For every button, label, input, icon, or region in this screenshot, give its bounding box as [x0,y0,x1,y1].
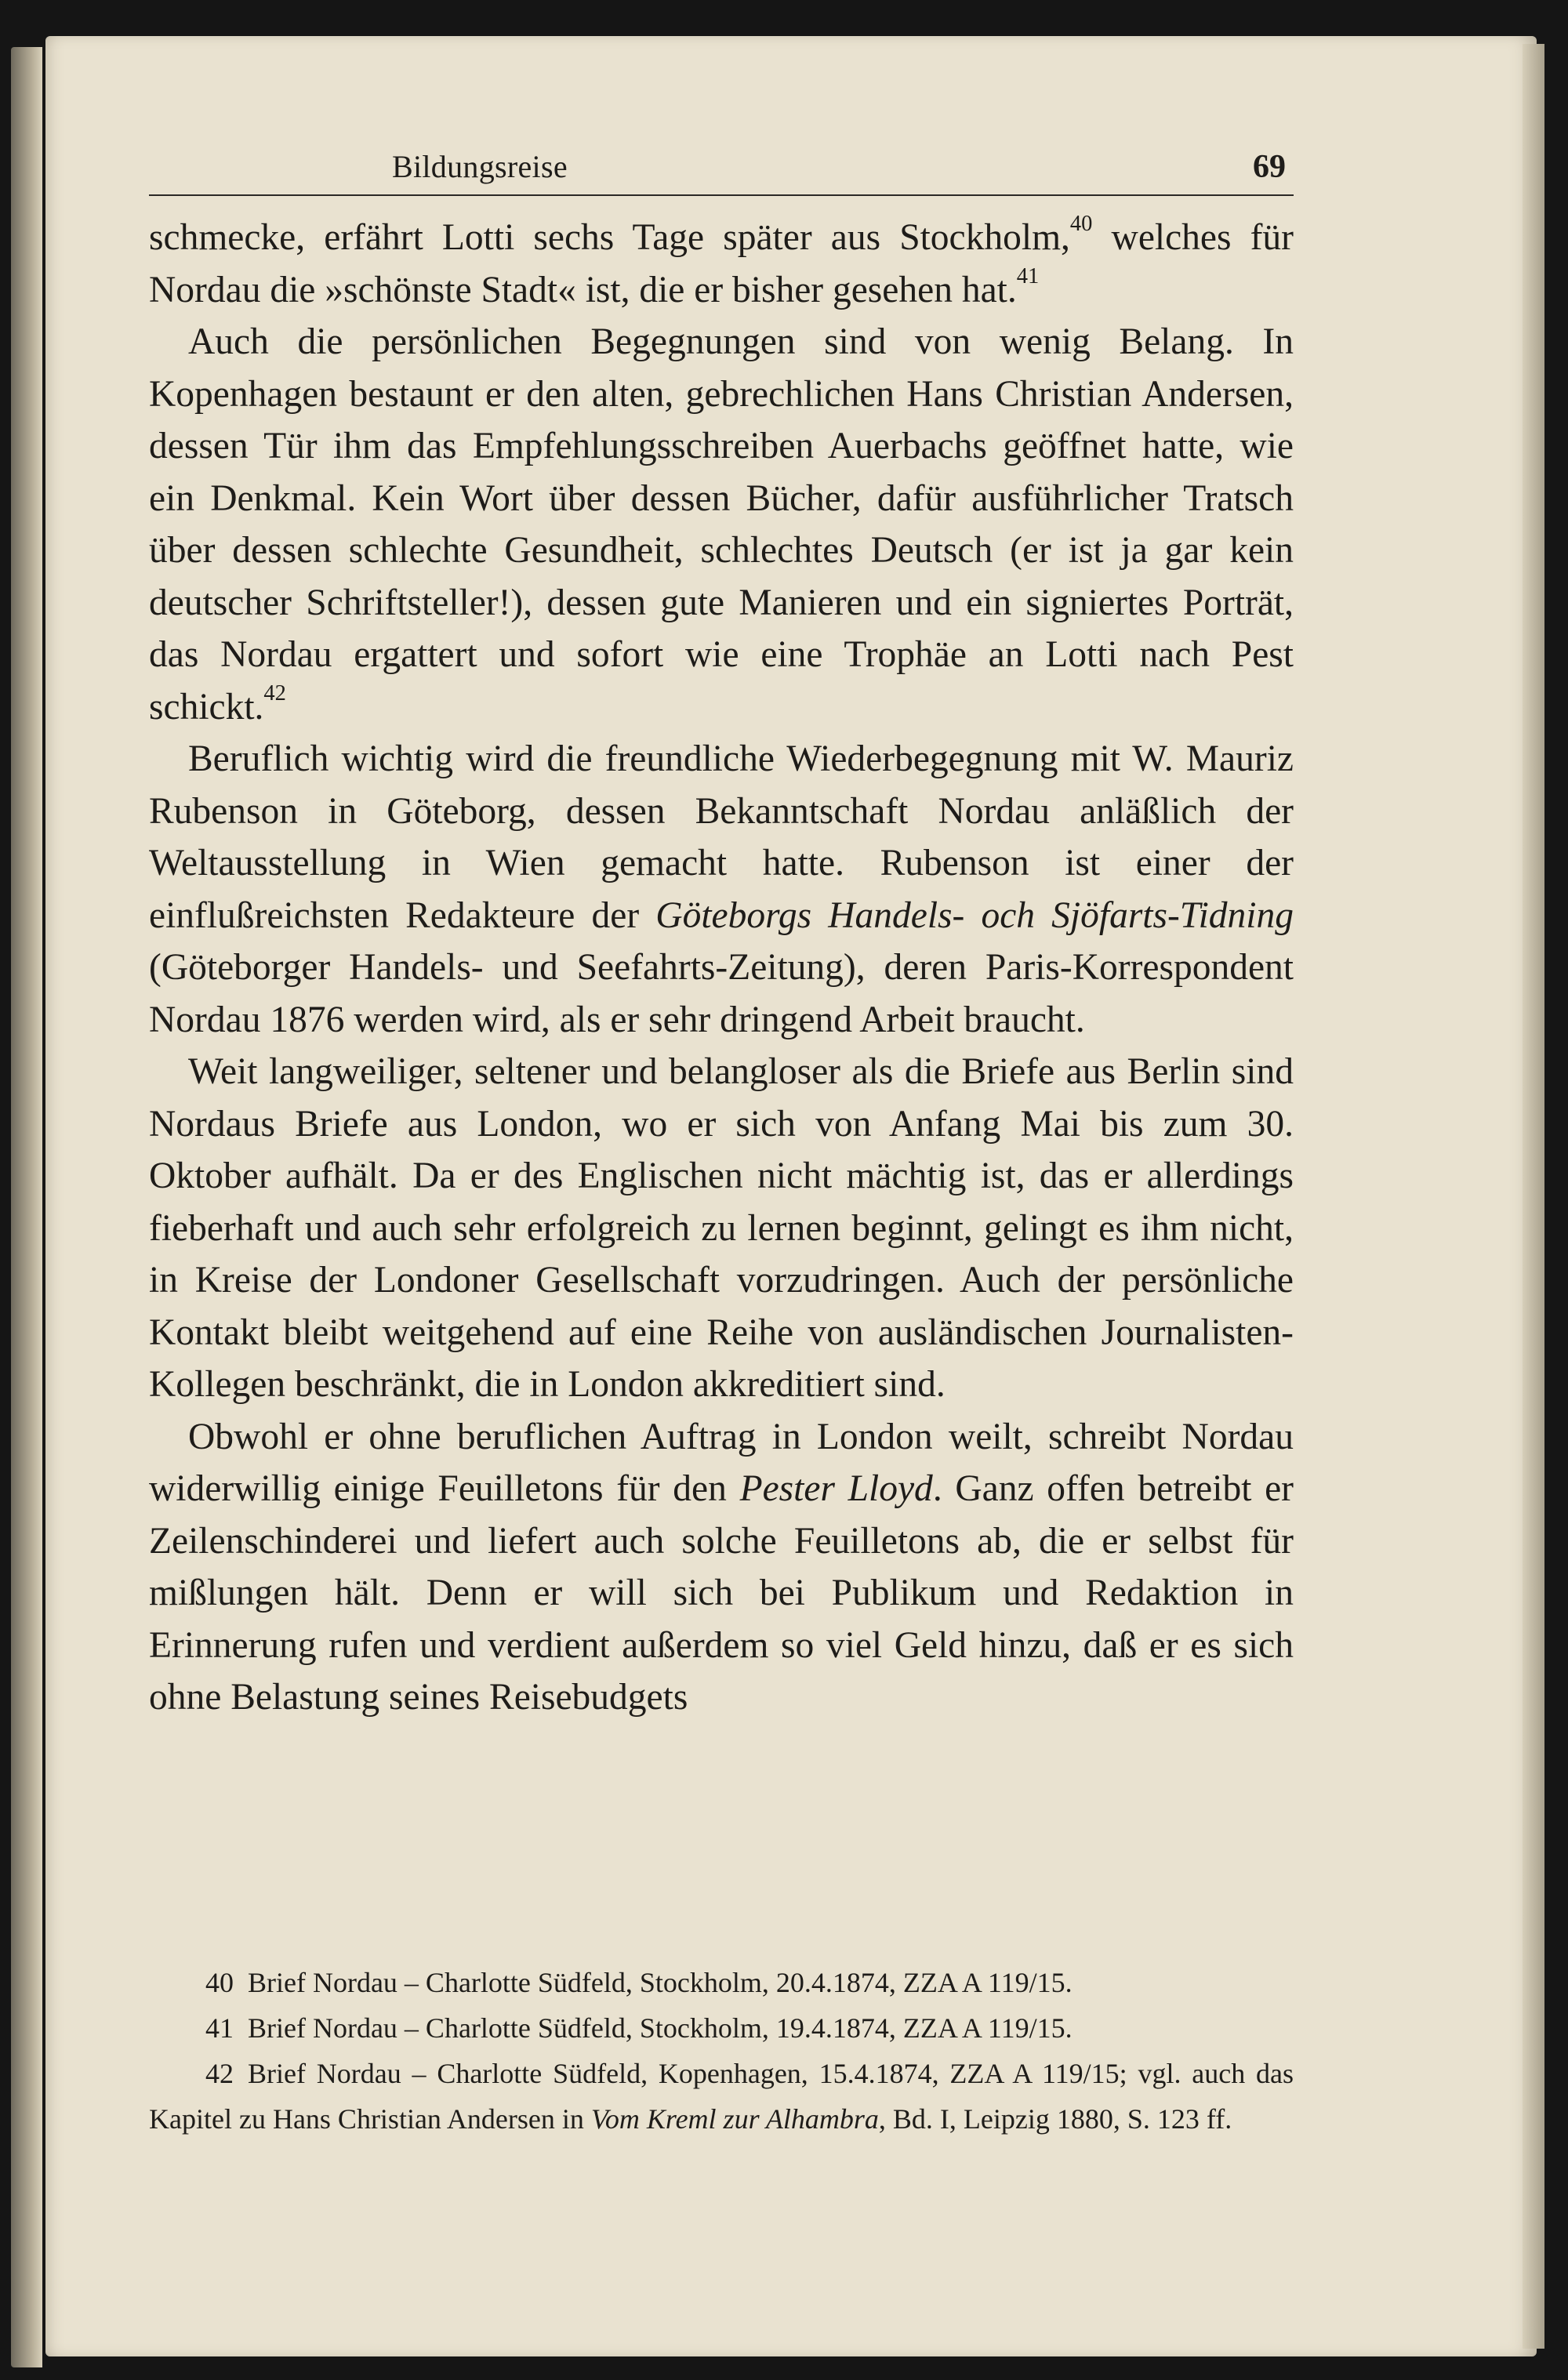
footnote-41 [149,2005,1294,2051]
paragraph-text: welches für Nordau die »schönste Stadt« ist, die er bisher gesehen hat. [149,217,1294,310]
paragraph-text: . Ganz offen betreibt er Zeilenschinderei und liefert auch solche Feuilletons ab, die er selbst für mißlungen hält. Denn er will sich bei Publikum und Redaktion in Erinnerung rufen und verdient außerdem so viel Geld hinzu, daß er es sich ohne Belastung seines Reisebudgets [149,1468,1294,1718]
footnote-number: 42 [205,2058,234,2089]
paragraph-text: Obwohl er ohne beruflichen Auftrag in London weilt, schreibt Nordau widerwillig einige Feuilletons für den [149,1416,1294,1509]
page-left-edge [11,47,42,2367]
paragraph-3 [149,733,1294,1046]
footnotes [149,1960,1294,2142]
footnote-number: 41 [205,2012,234,2044]
body-text [149,212,1294,1724]
page-number: 69 [1253,149,1286,185]
footnote-ref-40[interactable]: 40 [1069,211,1093,236]
footnote-text: Brief Nordau – Charlotte Südfeld, Kopenhagen, 15.4.1874, ZZA A 119/15; vgl. auch das Kapitel zu Hans Christian Andersen in [149,2058,1294,2135]
footnote-text: Brief Nordau – Charlotte Südfeld, Stockholm, 19.4.1874, ZZA A 119/15. [248,2012,1073,2044]
paragraph-4 [149,1046,1294,1411]
paragraph-text: Auch die persönlichen Begegnungen sind von wenig Belang. In Kopenhagen bestaunt er den alten, gebrechlichen Hans Christian Andersen, dessen Tür ihm das Empfehlungsschreiben Auerbachs geöffnet hatte, wie ein Denkmal. Kein Wort über dessen Bücher, dafür ausführlicher Tratsch über dessen schlechte Gesundheit, schlechtes Deutsch (er ist ja gar kein deutscher Schriftsteller!), dessen gute Manieren und ein signiertes Porträt, das Nordau ergattert und sofort wie eine Trophäe an Lotti nach Pest schickt. [149,321,1294,727]
footnote-text: Brief Nordau – Charlotte Südfeld, Stockholm, 20.4.1874, ZZA A 119/15. [248,1967,1073,1998]
footnote-40 [149,1960,1294,2005]
paragraph-2 [149,316,1294,733]
running-head [149,140,1294,196]
footnote-42 [149,2051,1294,2142]
page-right-edge [1523,44,1544,2349]
footnote-number: 40 [205,1967,234,1998]
paragraph-5 [149,1411,1294,1724]
newspaper-title: Göteborgs Handels- och Sjöfarts-Tidning [655,894,1294,936]
paragraph-1 [149,212,1294,316]
book-title: Vom Kreml zur Alhambra [590,2103,879,2135]
newspaper-title: Pester Lloyd [739,1468,933,1509]
paragraph-text: Weit langweiliger, seltener und belangloser als die Briefe aus Berlin sind Nordaus Briefe aus London, wo er sich von Anfang Mai bis zum 30. Oktober aufhält. Da er des Englischen nicht mächtig ist, das er allerdings fieberhaft und auch sehr erfolgreich zu lernen beginnt, gelingt es ihm nicht, in Kreise der Londoner Gesellschaft vorzudringen. Auch der persönliche Kontakt bleibt weitgehend auf eine Reihe von ausländischen Journalisten-Kollegen beschränkt, die in London akkreditiert sind. [149,1051,1294,1405]
footnote-ref-42[interactable]: 42 [263,680,286,706]
paragraph-text: Beruflich wichtig wird die freundliche Wiederbegegnung mit W. Mauriz Rubenson in Göteborg, dessen Bekanntschaft Nordau anläßlich der Weltausstellung in Wien gemacht hatte. Rubenson ist einer der einflußreichsten Redakteure der [149,738,1294,936]
paragraph-text: (Göteborger Handels- und Seefahrts-Zeitung), deren Paris-Korrespondent Nordau 1876 werden wird, als er sehr dringend Arbeit braucht. [149,947,1294,1040]
footnote-ref-41[interactable]: 41 [1016,263,1040,288]
footnote-text: , Bd. I, Leipzig 1880, S. 123 ff. [878,2103,1232,2135]
paragraph-text: schmecke, erfährt Lotti sechs Tage später aus Stockholm, [149,217,1070,258]
chapter-title: Bildungsreise [392,149,568,184]
